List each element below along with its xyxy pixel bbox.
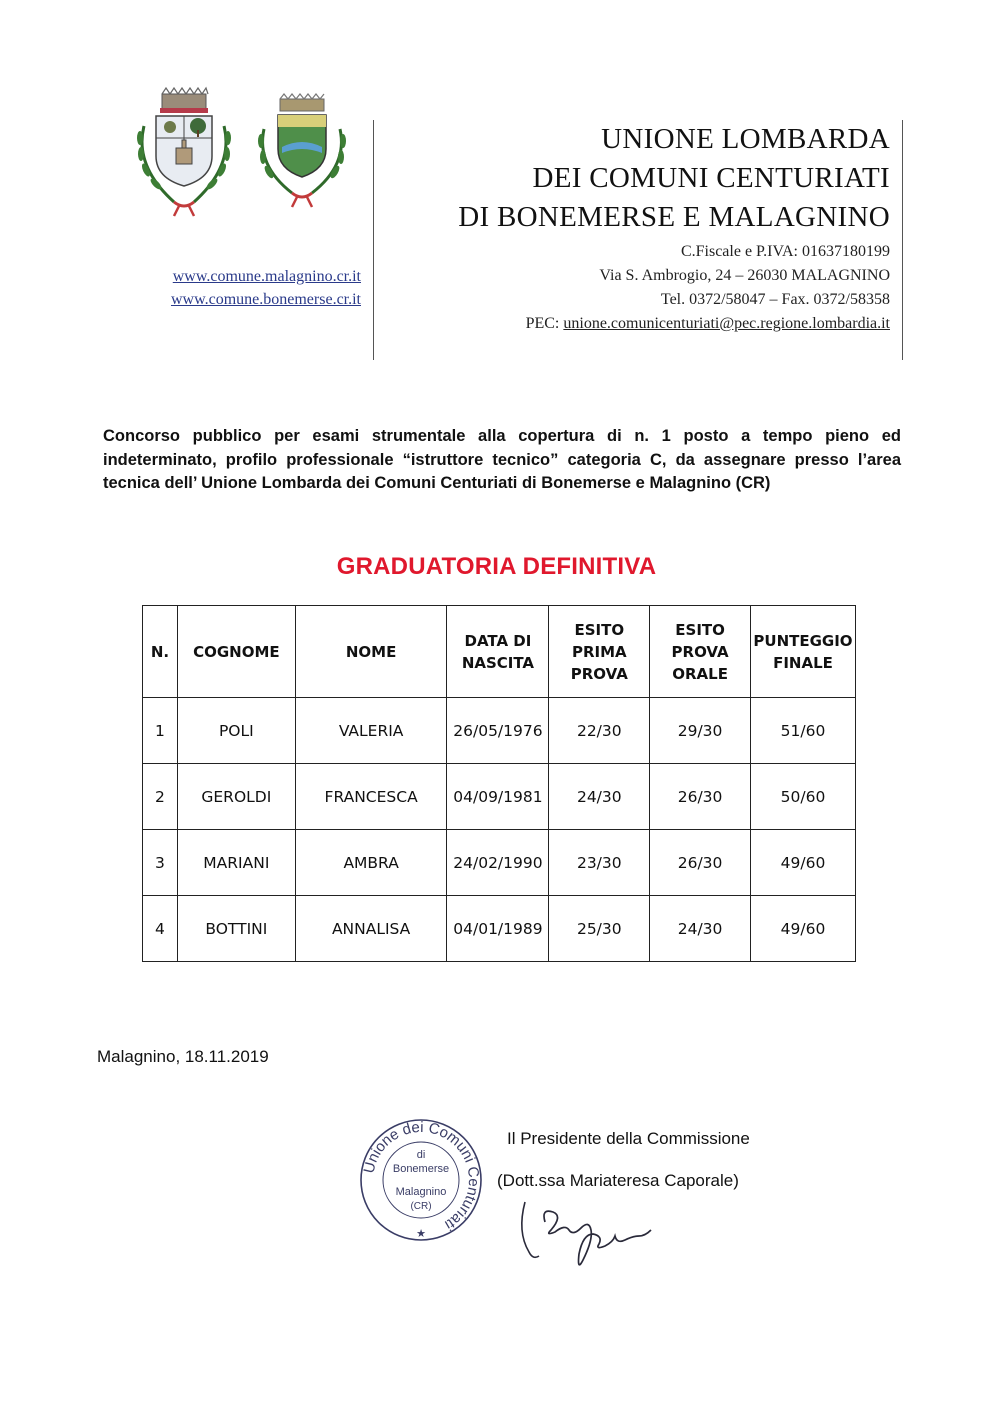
header-divider-left — [373, 120, 374, 360]
cell-nome: VALERIA — [295, 698, 447, 764]
cell-n: 2 — [143, 764, 178, 830]
cell-cognome: POLI — [177, 698, 295, 764]
header-nome: NOME — [295, 606, 447, 698]
org-name-line-2: DEI COMUNI CENTURIATI — [532, 162, 890, 194]
cell-prima-prova: 23/30 — [549, 830, 650, 896]
header-cognome: COGNOME — [177, 606, 295, 698]
organization-info — [526, 240, 890, 336]
cell-prova-orale: 24/30 — [650, 896, 751, 962]
header-divider-right — [902, 120, 903, 360]
website-bonemerse-link[interactable]: www.comune.bonemerse.cr.it — [170, 291, 361, 308]
page-title: GRADUATORIA DEFINITIVA — [336, 553, 657, 580]
table-row — [143, 830, 856, 896]
header-n: N. — [143, 606, 178, 698]
header-punteggio-finale: PUNTEGGIO FINALE — [750, 606, 855, 698]
org-name-line-3: DI BONEMERSE E MALAGNINO — [458, 201, 890, 233]
document-date: Malagnino, 18.11.2019 — [97, 1047, 269, 1066]
cell-nome: AMBRA — [295, 830, 447, 896]
header-esito-prova-orale: ESITO PROVA ORALE — [650, 606, 751, 698]
cell-prova-orale: 29/30 — [650, 698, 751, 764]
cell-prova-orale: 26/30 — [650, 764, 751, 830]
organization-name — [458, 120, 890, 237]
cell-prova-orale: 26/30 — [650, 830, 751, 896]
stamp-ring-text: Unione dei Comuni Centuriati — [360, 1118, 483, 1234]
cell-cognome: MARIANI — [177, 830, 295, 896]
signature-icon — [515, 1192, 675, 1272]
stamp-icon — [356, 1115, 486, 1245]
fiscal-code: C.Fiscale e P.IVA: 01637180199 — [680, 243, 890, 260]
cell-data-nascita: 04/09/1981 — [447, 764, 549, 830]
cell-punteggio: 50/60 — [750, 764, 855, 830]
table-row — [143, 698, 856, 764]
cell-nome: FRANCESCA — [295, 764, 447, 830]
cell-punteggio: 49/60 — [750, 830, 855, 896]
intro-paragraph: Concorso pubblico per esami strumentale alla copertura di n. 1 posto a tempo pieno ed indeterminato, profilo professionale “istruttore tecnico” categoria C, da assegnare presso l’area tecnica dell’ Unione Lombarda dei Comuni Centuriati di Bonemerse e Malagnino (CR) — [103, 427, 901, 492]
stamp-line-4: (CR) — [410, 1201, 432, 1212]
table-header-row — [143, 606, 856, 698]
president-name: (Dott.ssa Mariateresa Caporale) — [497, 1171, 739, 1190]
stamp-line-1: di — [416, 1149, 426, 1161]
cell-nome: ANNALISA — [295, 896, 447, 962]
pec-line — [526, 312, 890, 336]
svg-text:Unione dei Comuni Centuriati — [360, 1119, 482, 1234]
header-data-nascita: DATA DI NASCITA — [447, 606, 549, 698]
cell-data-nascita: 26/05/1976 — [447, 698, 549, 764]
bonemerse-crest-icon — [252, 93, 352, 211]
malagnino-crest-icon — [130, 86, 238, 222]
cell-data-nascita: 24/02/1990 — [447, 830, 549, 896]
president-title: Il Presidente della Commissione — [507, 1129, 750, 1148]
cell-prima-prova: 24/30 — [549, 764, 650, 830]
cell-n: 4 — [143, 896, 178, 962]
stamp-line-3: Malagnino — [395, 1186, 447, 1198]
cell-cognome: GEROLDI — [177, 764, 295, 830]
cell-n: 3 — [143, 830, 178, 896]
pec-email-link[interactable]: unione.comunicenturiati@pec.regione.lombardia.it — [563, 315, 890, 332]
cell-punteggio: 49/60 — [750, 896, 855, 962]
org-name-line-1: UNIONE LOMBARDA — [601, 123, 890, 155]
cell-prima-prova: 22/30 — [549, 698, 650, 764]
website-malagnino-link[interactable]: www.comune.malagnino.cr.it — [172, 268, 361, 285]
pec-label: PEC: — [525, 315, 560, 332]
star-icon: ★ — [416, 1227, 426, 1240]
header-esito-prima-prova: ESITO PRIMA PROVA — [549, 606, 650, 698]
address: Via S. Ambrogio, 24 – 26030 MALAGNINO — [599, 267, 890, 284]
cell-punteggio: 51/60 — [750, 698, 855, 764]
table-row — [143, 764, 856, 830]
cell-cognome: BOTTINI — [177, 896, 295, 962]
cell-prima-prova: 25/30 — [549, 896, 650, 962]
stamp-line-2: Bonemerse — [392, 1163, 450, 1175]
websites — [171, 265, 361, 311]
phone-fax: Tel. 0372/58047 – Fax. 0372/58358 — [660, 291, 890, 308]
table-row — [143, 896, 856, 962]
cell-n: 1 — [143, 698, 178, 764]
cell-data-nascita: 04/01/1989 — [447, 896, 549, 962]
ranking-table — [142, 605, 856, 962]
